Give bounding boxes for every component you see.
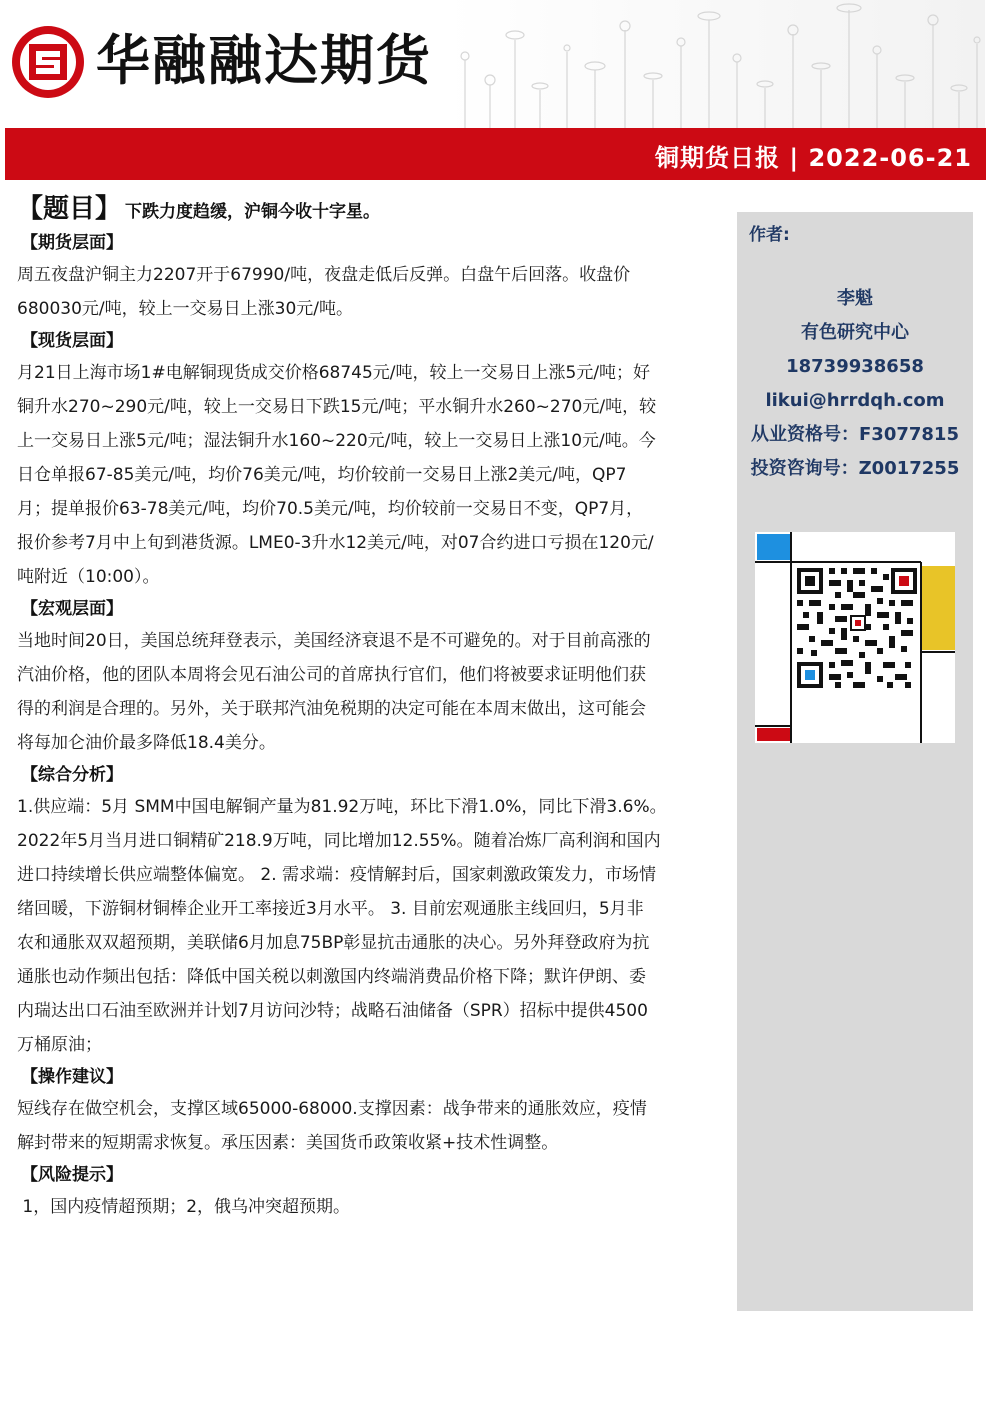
section-heading: 【操作建议】: [21, 1067, 123, 1087]
brand-logo-icon: [10, 24, 86, 100]
paragraph-line: 2022年5月当月进口铜精矿218.9万吨，同比增加12.55%。随着冶炼厂高利润和国内: [17, 831, 661, 851]
author-label: 作者:: [749, 225, 790, 245]
qr-code-icon[interactable]: [755, 532, 955, 743]
paragraph-line: 解封带来的短期需求恢复。承压因素：美国货币政策收紧+技术性调整。: [17, 1133, 559, 1153]
paragraph-line: 月21日上海市场1#电解铜现货成交价格68745元/吨，较上一交易日上涨5元/吨；好: [17, 363, 651, 383]
section-heading: 【现货层面】: [21, 331, 123, 351]
paragraph-line: 通胀也动作频出包括：降低中国关税以刺激国内终端消费品价格下降；默许伊朗、委: [17, 967, 646, 987]
paragraph-line: 1，国内疫情超预期；2，俄乌冲突超预期。: [17, 1197, 351, 1217]
paragraph-line: 万桶原油；: [17, 1035, 102, 1055]
header-decoration: [445, 0, 985, 128]
paragraph-line: 绪回暖，下游铜材铜棒企业开工率接近3月水平。 3. 目前宏观通胀主线回归，5月非: [17, 899, 644, 919]
paragraph-line: 汽油价格，他的团队本周将会见石油公司的首席执行官们，他们将被要求证明他们获: [17, 665, 646, 685]
paragraph-line: 1.供应端：5月 SMM中国电解铜产量为81.92万吨，环比下滑1.0%，同比下滑3.6%。: [17, 797, 667, 817]
section-strategy: [17, 1062, 729, 1160]
author-name: 李魁: [837, 288, 873, 309]
section-paragraph: [17, 624, 729, 760]
section-spot: [17, 326, 729, 594]
paragraph-line: 680030元/吨，较上一交易日上涨30元/吨。: [17, 299, 353, 319]
section-heading: 【宏观层面】: [21, 599, 123, 619]
page-header: [0, 0, 992, 128]
section-paragraph: [17, 790, 729, 1062]
paragraph-line: 吨附近（10:00）。: [17, 567, 160, 587]
section-heading: 【综合分析】: [21, 765, 123, 785]
topic-text: 下跌力度趋缓，沪铜今收十字星。: [125, 202, 381, 222]
paragraph-line: 铜升水270~290元/吨，较上一交易日下跌15元/吨；平水铜升水260~270元/吨，较: [17, 397, 657, 417]
author-advisory: 投资咨询号：Z0017255: [750, 458, 960, 479]
section-macro: [17, 594, 729, 760]
paragraph-line: 得的利润是合理的。另外，关于联邦汽油免税期的决定可能在本周末做出，这可能会: [17, 699, 646, 719]
paragraph-line: 短线存在做空机会，支撑区域65000-68000.支撑因素：战争带来的通胀效应，疫情: [17, 1099, 647, 1119]
report-banner: [5, 128, 986, 180]
author-info: [737, 282, 973, 486]
section-heading: 【风险提示】: [21, 1165, 123, 1185]
paragraph-line: 报价参考7月中上旬到港货源。LME0-3升水12美元/吨，对07合约进口亏损在120元/: [17, 533, 654, 553]
author-sidebar: [737, 212, 973, 1311]
report-title: 铜期货日报 | 2022-06-21: [655, 144, 972, 172]
paragraph-line: 将每加仑油价最多降低18.4美分。: [17, 733, 276, 753]
section-futures: [17, 228, 729, 326]
author-license: 从业资格号：F3077815: [751, 424, 959, 445]
author-phone: 18739938658: [786, 356, 924, 377]
paragraph-line: 上一交易日上涨5元/吨；湿法铜升水160~220元/吨，较上一交易日上涨10元/吨。今: [17, 431, 656, 451]
paragraph-line: 内瑞达出口石油至欧洲并计划7月访问沙特；战略石油储备（SPR）招标中提供4500: [17, 1001, 648, 1021]
section-analysis: [17, 760, 729, 1062]
brand-name: 华融融达期货: [96, 29, 432, 92]
paragraph-line: 农和通胀双双超预期，美联储6月加息75BP彰显抗击通胀的决心。另外拜登政府为抗: [17, 933, 650, 953]
section-paragraph: [17, 356, 729, 594]
section-paragraph: [17, 1190, 729, 1224]
author-department: 有色研究中心: [801, 322, 909, 343]
section-paragraph: [17, 1092, 729, 1160]
paragraph-line: 日仓单报67-85美元/吨，均价76美元/吨，均价较前一交易日上涨2美元/吨，QP7: [17, 465, 627, 485]
section-risk: [17, 1160, 729, 1224]
report-topic: [17, 190, 729, 228]
qr-code-card: [755, 532, 955, 743]
paragraph-line: 进口持续增长供应端整体偏宽。 2. 需求端：疫情解封后，国家刺激政策发力，市场情: [17, 865, 657, 885]
paragraph-line: 月；提单报价63-78美元/吨，均价70.5美元/吨，均价较前一交易日不变，QP7月，: [17, 499, 644, 519]
section-paragraph: [17, 258, 729, 326]
section-heading: 【期货层面】: [21, 233, 123, 253]
paragraph-line: 周五夜盘沪铜主力2207开于67990/吨，夜盘走低后反弹。白盘午后回落。收盘价: [17, 265, 631, 285]
paragraph-line: 当地时间20日，美国总统拜登表示，美国经济衰退不是不可避免的。对于目前高涨的: [17, 631, 651, 651]
author-email[interactable]: likui@hrrdqh.com: [765, 390, 945, 411]
topic-label: 【题目】: [17, 194, 122, 224]
report-body: [17, 190, 729, 1224]
